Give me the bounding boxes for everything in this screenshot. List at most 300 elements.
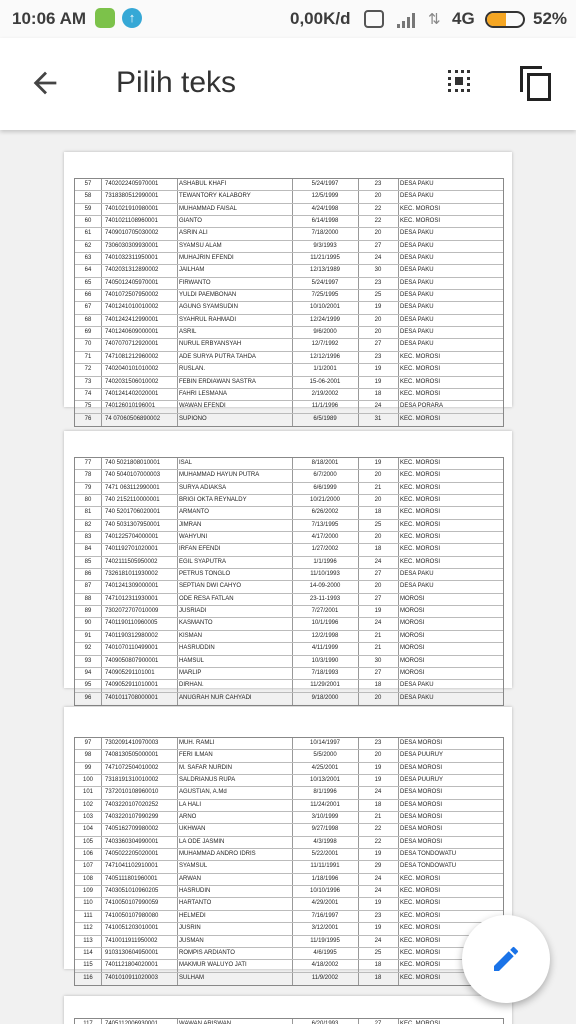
table-row [75,923,503,935]
address-cell: KEC. MOROSI [400,218,441,225]
table-row [75,569,503,581]
table-row [75,812,503,824]
birthdate-cell: 12/13/1989 [309,267,341,274]
age-cell: 24 [374,875,382,882]
row-number: 71 [84,353,92,360]
name-cell: M. SAFAR NURDIN [179,764,233,771]
nik-cell: 7471081212960002 [105,353,159,360]
address-cell: DESA PAKU [400,341,434,348]
age-cell: 19 [374,900,382,907]
table-row [75,763,503,775]
age-cell: 20 [374,534,382,541]
address-cell: KEC. MOROSI [400,366,441,373]
birthdate-cell: 6/26/2002 [311,509,339,516]
address-cell: KEC. MOROSI [400,460,441,466]
address-cell: DESA PAKU [400,193,434,200]
name-cell: HASRUDDIN [179,645,215,652]
nik-cell: 7401011708000001 [105,694,158,701]
name-cell: KASMANTO [179,620,213,627]
table-row [75,618,503,630]
row-number: 66 [84,292,92,299]
birthdate-cell: 9/27/1998 [311,826,339,833]
birthdate-cell: 8/18/2001 [311,460,339,466]
age-cell: 23 [374,740,382,746]
name-cell: ARMANTO [179,509,209,516]
table-row [75,606,503,618]
address-cell: KEC. MOROSI [400,949,441,956]
address-cell: MOROSI [400,657,425,664]
nik-cell: 740 2152110000001 [105,497,160,504]
birthdate-cell: 7/16/1997 [311,912,339,919]
row-number: 102 [82,801,93,808]
address-cell: DESA PAKU [400,694,434,701]
arrow-back-icon [28,66,62,100]
birthdate-cell: 7/18/2000 [311,230,339,237]
row-number: 86 [84,571,92,578]
name-cell: ADE SURYA PUTRA TAHDA [179,353,256,360]
birthdate-cell: 6/20/1993 [311,1021,339,1024]
nik-cell: 7401241402020001 [105,390,159,397]
birthdate-cell: 9/6/2000 [313,329,337,336]
table-row [75,204,503,216]
table-row [75,520,503,532]
battery-icon [485,11,525,28]
table-row [75,824,503,836]
nik-cell: 7405022205020001 [105,851,159,858]
back-button[interactable] [28,66,68,106]
nik-cell: 7302072707010009 [105,608,159,615]
nik-cell: 7409010705030002 [105,230,159,237]
nik-cell: 7403220107990299 [105,814,159,821]
age-cell: 25 [374,521,382,528]
name-cell: ASRIN ALI [179,230,208,237]
address-cell: MOROSI [400,669,425,676]
table-row [75,643,503,655]
table-row [75,898,503,910]
age-cell: 23 [374,181,382,187]
address-cell: DESA PAKU [400,242,434,249]
row-number: 107 [82,863,93,870]
name-cell: BRIGI OKTA REYNALDY [179,497,247,504]
address-cell: DESA PUURUY [400,752,444,759]
name-cell: HARTANTO [179,900,212,907]
table-row [75,507,503,519]
address-cell: KEC. MOROSI [400,509,441,516]
table-row [75,401,503,413]
nik-cell: 7401010911020003 [105,974,158,981]
nik-cell: 7409050807900001 [105,657,159,664]
age-cell: 20 [374,497,382,504]
row-number: 85 [84,558,92,565]
address-cell: DESA MOROSI [400,826,443,833]
nik-cell: 7405162709980002 [105,826,159,833]
nik-cell: 740 5021808010001 [105,460,161,466]
birthdate-cell: 4/25/2001 [311,764,339,771]
age-cell: 18 [374,390,382,397]
row-number: 89 [84,608,92,615]
name-cell: MUHAJRIN EFENDI [179,255,234,262]
address-cell: DESA MOROSI [400,801,443,808]
address-cell: DESA PAKU [400,181,434,187]
age-cell: 24 [374,888,382,895]
address-cell: MOROSI [400,620,425,627]
row-number: 65 [84,279,92,286]
name-cell: SYAMSU ALAM [179,242,222,249]
address-cell: DESA PAKU [400,292,434,299]
table-row [75,339,503,351]
name-cell: LA HALI [179,801,202,808]
nik-cell: 7402040101010002 [105,366,159,373]
address-cell: DESA PAKU [400,279,434,286]
nik-cell: 7401242412990001 [105,316,159,323]
name-cell: JUSRIN [179,925,201,932]
address-cell: KEC. MOROSI [400,546,441,553]
name-cell: FIRWANTO [179,279,211,286]
birthdate-cell: 9/3/1993 [313,242,337,249]
birthdate-cell: 2/19/2002 [311,390,339,397]
address-cell: KEC. MOROSI [400,472,441,479]
address-cell: KEC. MOROSI [400,534,441,541]
age-cell: 24 [374,403,382,410]
name-cell: AGUSTIAN, A.Md [179,789,227,796]
document-viewport[interactable] [0,130,576,1024]
age-cell: 19 [374,764,382,771]
birthdate-cell: 5/5/2000 [313,752,337,759]
birthdate-cell: 6/14/1998 [311,218,339,225]
table-row [75,265,503,277]
name-cell: HELMEDI [179,912,206,919]
address-cell: DESA PAKU [400,571,434,578]
birthdate-cell: 3/12/2001 [311,925,339,932]
birthdate-cell: 11/1/1996 [311,403,339,410]
row-number: 87 [84,583,92,590]
age-cell: 30 [374,657,382,664]
birthdate-cell: 11/21/1995 [310,255,340,262]
birthdate-cell: 7/27/2001 [311,608,339,615]
table-row [75,389,503,401]
row-number: 73 [84,378,92,385]
name-cell: ROMPIS ARDIANTO [179,949,235,956]
table-row [75,544,503,556]
row-number: 67 [84,304,92,311]
row-number: 108 [82,875,93,882]
document-page[interactable] [64,431,512,701]
age-cell: 20 [374,472,382,479]
address-cell: KEC. MOROSI [400,925,441,932]
row-number: 62 [84,242,92,249]
birthdate-cell: 7/13/1995 [311,521,339,528]
table-row [75,179,503,191]
table-row [75,377,503,389]
document-page[interactable] [64,707,512,981]
name-cell: FERI ILMAN [179,752,213,759]
table-row [75,290,503,302]
row-number: 61 [84,230,92,237]
name-cell: MAKMUR WALUYO JATI [179,962,247,969]
nik-cell: 7401021108960001 [105,218,158,225]
address-cell: DESA MOROSI [400,740,443,746]
nik-cell: 7401241010010002 [105,304,159,311]
row-number: 63 [84,255,92,262]
table-row [75,557,503,569]
name-cell: JUSMAN [179,937,204,944]
age-cell: 20 [374,230,382,237]
row-number: 57 [84,181,92,187]
table-row [75,960,503,972]
data-table [74,178,504,427]
nik-cell: 7408130505000001 [105,752,159,759]
table-row [75,1019,503,1024]
age-cell: 18 [374,682,382,689]
name-cell: MUHAMMAD ANDRO IDRIS [179,851,256,858]
nik-cell: 7401190312980002 [105,632,158,639]
row-number: 104 [82,826,93,833]
data-table [74,457,504,706]
birthdate-cell: 11/19/1995 [310,937,340,944]
name-cell: FEBIN ERDIAWAN SASTRA [179,378,256,385]
table-row [75,668,503,680]
address-cell: KEC. MOROSI [400,415,441,422]
age-cell: 19 [374,608,382,615]
name-cell: JAILHAM [179,267,205,274]
name-cell: FAHRI LESMANA [179,390,228,397]
table-row [75,495,503,507]
address-cell: DESA PORARA [400,403,444,410]
row-number: 74 [84,390,92,397]
birthdate-cell: 10/10/2001 [309,304,341,311]
row-number: 69 [84,329,92,336]
row-number: 58 [84,193,92,200]
row-number: 96 [84,694,92,701]
nik-cell: 740 5040107000003 [105,472,161,479]
nik-cell: 7471041102910001 [105,863,158,870]
age-cell: 27 [374,571,382,578]
name-cell: SURYA ADIAKSA [179,484,227,491]
table-row [75,680,503,692]
birthdate-cell: 1/1/2001 [313,366,337,373]
table-row [75,849,503,861]
address-cell: KEC. MOROSI [400,521,441,528]
row-number: 111 [83,912,93,919]
name-cell: HASRUDIN [179,888,211,895]
row-number: 91 [84,632,92,639]
table-row [75,253,503,265]
name-cell: RUSLAN. [179,366,206,373]
name-cell: MARLIP [179,669,202,676]
address-cell: DESA PUURUY [400,777,444,784]
nik-cell: 7471 063112990001 [105,484,160,491]
age-cell: 22 [374,826,382,833]
nik-cell: 7410050107980080 [105,912,159,919]
table-row [75,800,503,812]
age-cell: 24 [374,558,382,565]
table-row [75,936,503,948]
name-cell: MUHAMMAD FAISAL [179,205,238,212]
battery-percent: 52% [533,9,568,28]
row-number: 59 [84,205,92,212]
age-cell: 21 [374,814,382,821]
age-cell: 24 [374,789,382,796]
address-cell: DESA PAKU [400,267,434,274]
address-cell: KEC. MOROSI [400,353,441,360]
age-cell: 22 [374,218,382,225]
birthdate-cell: 5/24/1997 [311,279,339,286]
row-number: 84 [84,546,92,553]
document-page[interactable] [64,152,512,422]
table-row [75,874,503,886]
app-notification-icon [95,8,115,28]
select-all-button[interactable] [446,68,476,98]
nik-cell: 740 5201706020001 [105,509,161,516]
row-number: 103 [82,814,93,821]
row-number: 72 [84,366,92,373]
nik-cell: 7401072507950002 [105,292,159,299]
age-cell: 24 [374,937,382,944]
row-number: 76 [84,415,92,422]
birthdate-cell: 5/22/2001 [311,851,339,858]
table-row [75,581,503,593]
row-number: 94 [84,669,92,676]
edit-fab[interactable] [462,915,550,1003]
age-cell: 20 [374,694,382,701]
row-number: 110 [83,900,93,907]
birthdate-cell: 14-09-2000 [309,583,341,590]
table-row [75,191,503,203]
name-cell: PETRUS TONGLO [179,571,231,578]
birthdate-cell: 4/24/1998 [311,205,339,212]
age-cell: 20 [374,193,382,200]
name-cell: ISAL [179,460,193,466]
birthdate-cell: 1/1/1996 [313,558,337,565]
name-cell: SULHAM [179,974,205,981]
age-cell: 25 [374,949,382,956]
age-cell: 27 [374,595,382,602]
row-number: 93 [84,657,92,664]
row-number: 78 [84,472,92,479]
age-cell: 24 [374,620,382,627]
address-cell: KEC. MOROSI [400,390,441,397]
birthdate-cell: 4/6/1995 [313,949,337,956]
address-cell: KEC. MOROSI [400,974,441,981]
data-arrows-icon: ⇅ [428,11,441,28]
name-cell: IRFAN EFENDI [179,546,221,553]
birthdate-cell: 11/24/2001 [310,801,340,808]
nik-cell: 7471012311930001 [105,595,158,602]
row-number: 92 [84,645,92,652]
signal-icon [397,12,417,28]
address-cell: KEC. MOROSI [400,205,441,212]
name-cell: TEWANTORY KALABORY [179,193,251,200]
nik-cell: 7401032311950001 [105,255,158,262]
address-cell: DESA PAKU [400,230,434,237]
row-number: 88 [84,595,92,602]
address-cell: DESA PAKU [400,329,434,336]
age-cell: 18 [374,974,382,981]
data-table [74,1018,504,1024]
name-cell: SYAMSUL [179,863,208,870]
birthdate-cell: 7/25/1995 [311,292,339,299]
nik-cell: 7401225704000001 [105,534,159,541]
name-cell: LA ODE JASMIN [179,838,225,845]
address-cell: DESA PAKU [400,682,434,689]
birthdate-cell: 1/18/1996 [311,875,339,882]
row-number: 75 [84,403,92,410]
name-cell: AGUNG SYAMSUDIN [179,304,238,311]
birthdate-cell: 11/9/2002 [311,974,339,981]
nik-cell: 7405111801960001 [105,875,158,882]
age-cell: 27 [374,1021,382,1024]
address-cell: DESA MOROSI [400,814,443,821]
birthdate-cell: 1/27/2002 [311,546,339,553]
name-cell: SEPTIAN DWI CAHYO [179,583,242,590]
age-cell: 18 [374,962,382,969]
age-cell: 19 [374,378,382,385]
birthdate-cell: 10/14/1997 [309,740,341,746]
birthdate-cell: 9/18/2000 [311,694,339,701]
nik-cell: 7318380512990001 [105,193,159,200]
row-number: 82 [84,521,92,528]
status-bar [0,0,576,38]
name-cell: WAHYUNI [179,534,208,541]
nik-cell: 7302091410970003 [105,740,159,746]
table-row [75,278,503,290]
nik-cell: 74 07060506890002 [105,415,161,422]
age-cell: 27 [374,242,382,249]
age-cell: 20 [374,583,382,590]
address-cell: DESA MOROSI [400,789,443,796]
row-number: 116 [83,974,93,981]
birthdate-cell: 6/5/1989 [313,415,337,422]
table-row [75,470,503,482]
name-cell: EGIL SYAPUTRA [179,558,227,565]
nik-cell: 7402031506010002 [105,378,159,385]
nik-cell: 7401240609000001 [105,329,159,336]
copy-button[interactable] [520,66,554,102]
age-cell: 23 [374,912,382,919]
age-cell: 27 [374,341,382,348]
document-page[interactable] [64,996,512,1024]
row-number: 70 [84,341,92,348]
age-cell: 19 [374,460,382,466]
row-number: 95 [84,682,92,689]
table-row [75,837,503,849]
age-cell: 22 [374,838,382,845]
name-cell: JUSRIADI [179,608,207,615]
table-row [75,861,503,873]
age-cell: 27 [374,669,382,676]
nik-cell: 7405112006930001 [105,1021,158,1024]
table-row [75,483,503,495]
address-cell: DESA TONDOWATU [400,851,457,858]
name-cell: DIRHAN. [179,682,204,689]
address-cell: DESA PAKU [400,304,434,311]
name-cell: ODE RESA FATLAN [179,595,234,602]
table-row [75,302,503,314]
row-number: 68 [84,316,92,323]
name-cell: SUPIONO [179,415,207,422]
name-cell: KISMAN [179,632,203,639]
page-title: Pilih teks [116,66,237,99]
name-cell: SYAHRUL RAHMADI [179,316,237,323]
nik-cell: 7326181011930002 [105,571,158,578]
table-row [75,738,503,750]
table-row [75,241,503,253]
mute-icon [364,10,384,28]
birthdate-cell: 11/29/2001 [310,682,340,689]
nik-cell: 7410051203010001 [105,925,159,932]
age-cell: 19 [374,777,382,784]
birthdate-cell: 11/11/1991 [310,863,340,870]
